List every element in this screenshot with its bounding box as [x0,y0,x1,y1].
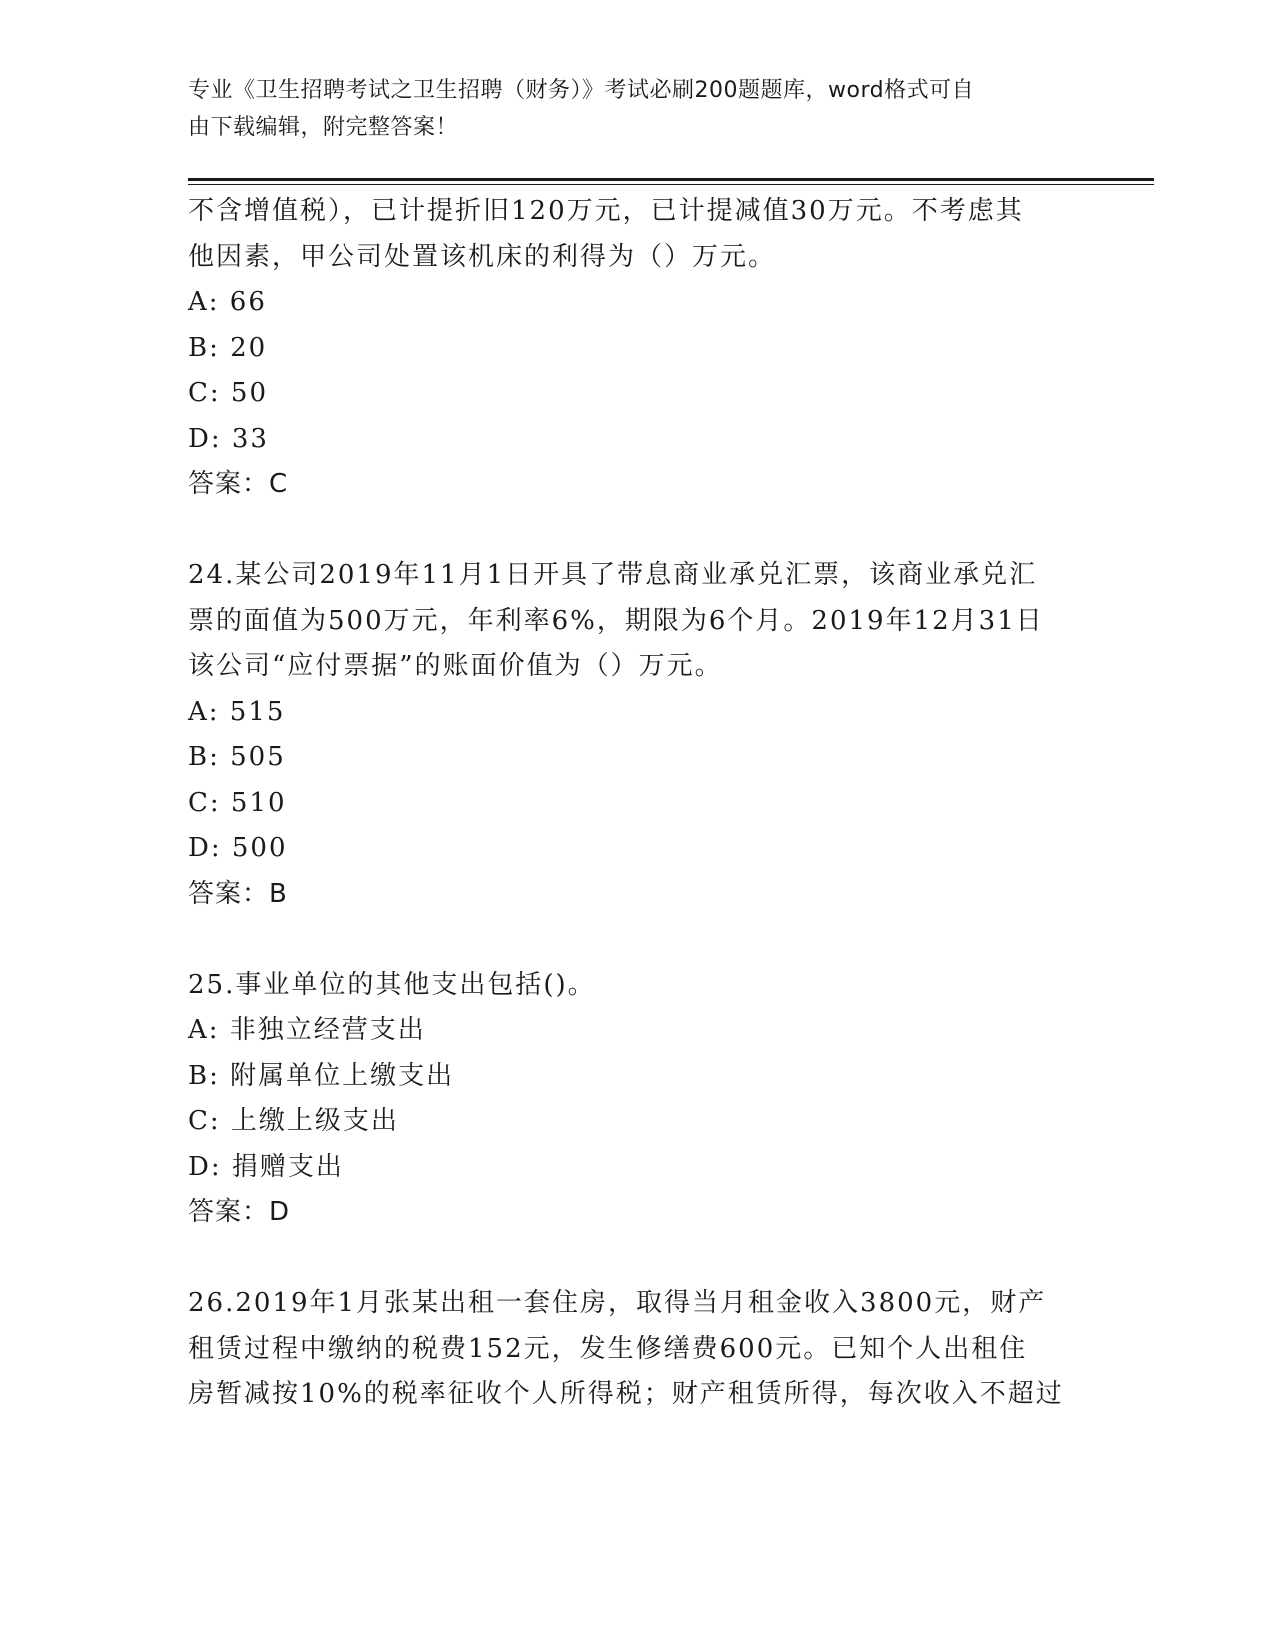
option-d: D: 33 [188,423,269,454]
question-text-line: 26.2019年1月张某出租一套住房，取得当月租金收入3800元，财产 [188,1288,1047,1318]
answer-line: 答案：B [188,878,288,909]
document-header [188,72,1068,146]
question-23-continued [188,189,1088,508]
question-text-line: 票的面值为500万元，年利率6%，期限为6个月。2019年12月31日 [188,605,1044,636]
option-b: B: 附属单位上缴支出 [188,1060,455,1091]
header-title-line-2: 由下载编辑，附完整答案！ [188,115,459,140]
question-text-line: 该公司“应付票据”的账面价值为（）万元。 [188,651,723,681]
question-text-line: 房暂减按10%的税率征收个人所得税；财产租赁所得，每次收入不超过 [188,1379,1064,1409]
option-b: B: 505 [188,742,286,772]
question-spacer [188,1236,1088,1282]
option-a: A: 515 [188,696,286,727]
option-b: B: 20 [188,332,268,363]
option-c: C: 上缴上级支出 [188,1106,399,1136]
question-text-line: 24.某公司2019年11月1日开具了带息商业承兑汇票，该商业承兑汇 [188,560,1038,590]
answer-line: 答案：D [188,1197,291,1227]
question-text-line: 租赁过程中缴纳的税费152元，发生修缮费600元。已知个人出租住 [188,1333,1028,1364]
question-spacer [188,917,1088,963]
question-25 [188,963,1088,1236]
option-c: C: 50 [188,378,269,408]
question-spacer [188,508,1088,554]
option-a: A: 66 [188,287,267,317]
document-body [188,189,1088,1418]
option-d: D: 捐赠支出 [188,1151,344,1182]
option-c: C: 510 [188,787,287,818]
option-d: D: 500 [188,833,288,863]
option-a: A: 非独立经营支出 [188,1015,426,1045]
question-text-line: 不含增值税），已计提折旧120万元，已计提减值30万元。不考虑其 [188,196,1024,226]
answer-line: 答案：C [188,469,289,499]
header-divider-thick [188,178,1154,181]
header-title-line-1: 专业《卫生招聘考试之卫生招聘（财务）》考试必刷200题题库，word格式可自 [188,78,975,103]
question-26 [188,1281,1088,1418]
question-24 [188,553,1088,917]
question-text-line: 他因素，甲公司处置该机床的利得为（）万元。 [188,241,777,272]
question-text-line: 25.事业单位的其他支出包括()。 [188,969,596,1000]
header-divider-thin [188,184,1154,185]
